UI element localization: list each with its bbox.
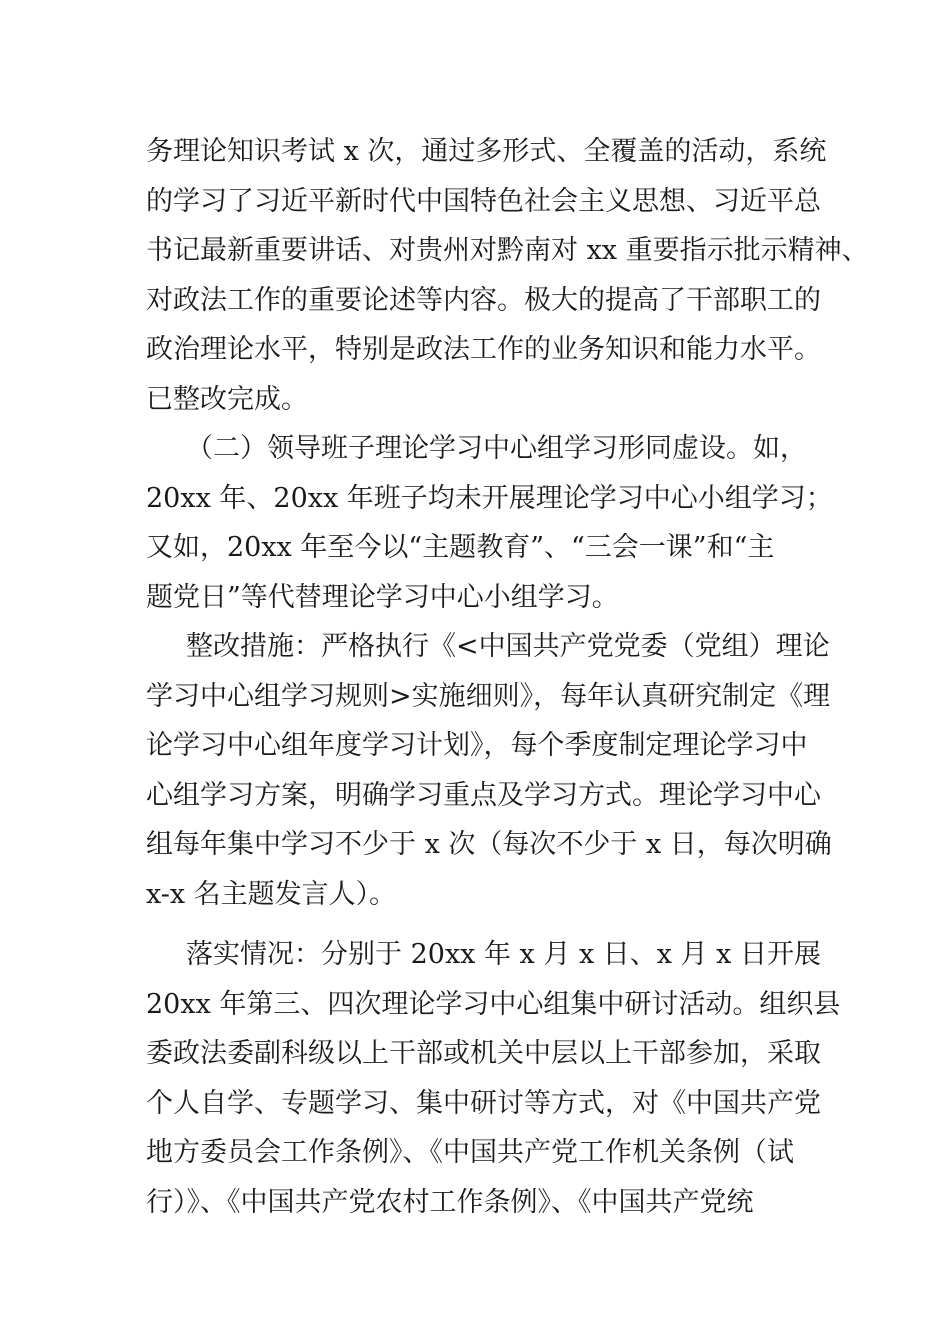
text-line: 论学习中心组年度学习计划》，每个季度制定理论学习中 xyxy=(146,730,808,761)
text-line: 行）》、《中国共产党农村工作条例》、《中国共产党统 xyxy=(146,1186,754,1218)
text-line: 政治理论水平，特别是政法工作的业务知识和能力水平。 xyxy=(146,334,821,365)
text-line: 20xx 年第三、四次理论学习中心组集中研讨活动。组织县 xyxy=(146,988,841,1020)
text-line: 心组学习方案，明确学习重点及学习方式。理论学习中心 xyxy=(146,779,821,811)
text-line: 题党日”等代替理论学习中心小组学习。 xyxy=(146,581,619,613)
text-line: 书记最新重要讲话、对贵州对黔南对 xx 重要指示批示精神、 xyxy=(146,235,869,266)
document-body xyxy=(146,127,869,1227)
text-line: 的学习了习近平新时代中国特色社会主义思想、习近平总 xyxy=(146,185,821,217)
text-line: 落实情况：分别于 20xx 年 x 月 x 日、x 月 x 日开展 xyxy=(186,939,821,970)
text-line: 地方委员会工作条例》、《中国共产党工作机关条例（试 xyxy=(146,1137,794,1168)
text-line: 务理论知识考试 x 次，通过多形式、全覆盖的活动，系统 xyxy=(146,136,827,167)
text-line: 20xx 年、20xx 年班子均未开展理论学习中心小组学习； xyxy=(146,482,833,514)
text-line: 对政法工作的重要论述等内容。极大的提高了干部职工的 xyxy=(146,284,821,316)
text-line: 又如，20xx 年至今以“主题教育”、“三会一课”和“主 xyxy=(146,532,775,563)
text-line: 组每年集中学习不少于 x 次（每次不少于 x 日，每次明确 xyxy=(146,829,832,860)
text-line: 委政法委副科级以上干部或机关中层以上干部参加，采取 xyxy=(146,1038,821,1069)
text-line: 个人自学、专题学习、集中研讨等方式，对《中国共产党 xyxy=(146,1087,821,1119)
text-line: 已整改完成。 xyxy=(146,383,308,415)
section-heading: （二）领导班子理论学习中心组学习形同虚设。如， xyxy=(186,433,807,464)
text-line: 学习中心组学习规则>实施细则》，每年认真研究制定《理 xyxy=(146,680,831,712)
text-line: 整改措施：严格执行《<中国共产党党委（党组）理论 xyxy=(186,631,830,662)
text-line: x-x 名主题发言人）。 xyxy=(146,878,397,910)
